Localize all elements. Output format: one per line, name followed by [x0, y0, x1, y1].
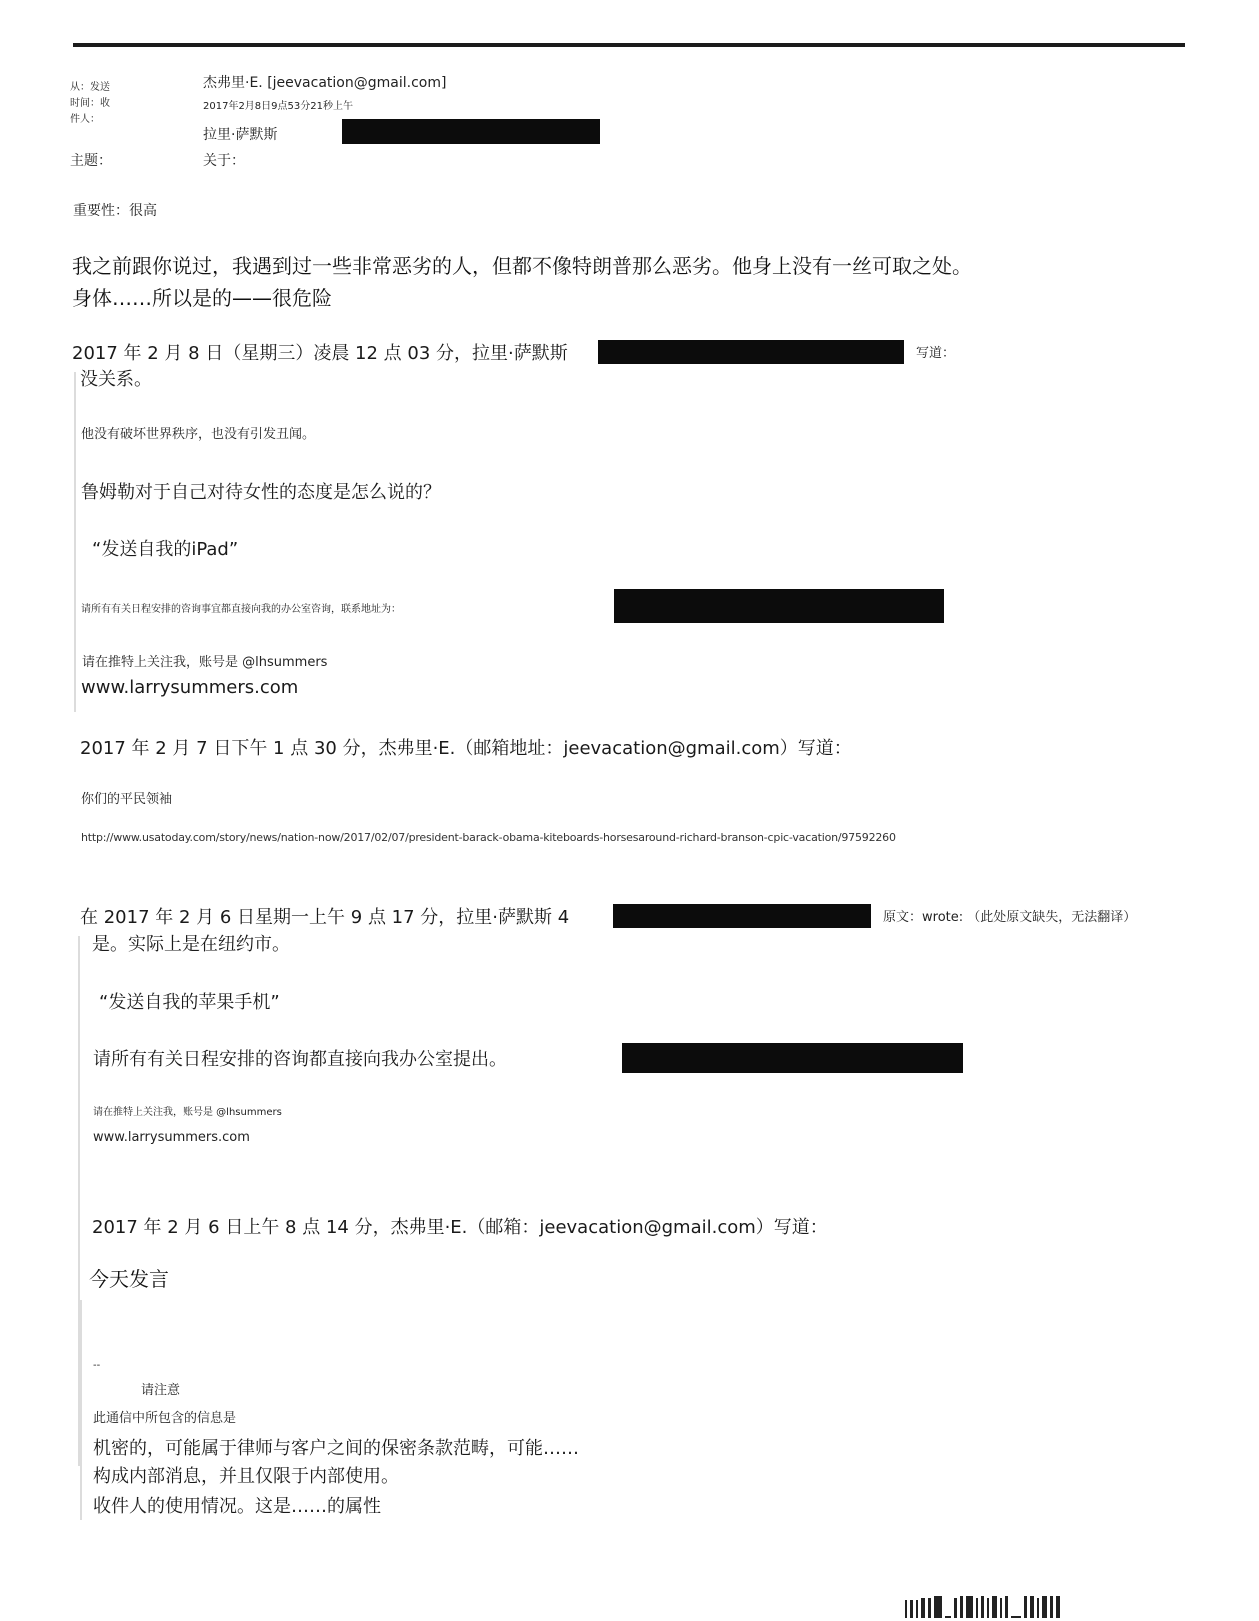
from-value: 杰弗里·E. [jeevacation@gmail.com]: [203, 75, 447, 91]
reply-1-line-2: 他没有破坏世界秩序，也没有引发丑闻。: [81, 427, 316, 442]
reply-3-wrote: 原文：wrote: （此处原文缺失，无法翻译）: [883, 910, 1137, 925]
reply-3-intro: 在 2017 年 2 月 6 日星期一上午 9 点 17 分，拉里·萨默斯 4: [80, 907, 570, 928]
redaction-bar: [598, 340, 904, 364]
reply-2-line-1: 你们的平民领袖: [81, 792, 173, 807]
notice-line-5: 收件人的使用情况。这是……的属性: [93, 1496, 381, 1517]
reply-1-wrote: 写道：: [916, 346, 956, 361]
subject-value: 关于：: [203, 153, 245, 169]
to-label: 件人：: [70, 114, 100, 125]
body-line-1: 我之前跟你说过，我遇到过一些非常恶劣的人，但都不像特朗普那么恶劣。他身上没有一丝可取之处。: [72, 254, 972, 278]
reply-3-line-5: www.larrysummers.com: [93, 1130, 250, 1145]
reply-1-line-1: 没关系。: [80, 369, 152, 390]
reply-3-line-4: 请在推特上关注我，账号是 @lhsummers: [93, 1107, 282, 1118]
reply-3-line-2: “发送自我的苹果手机”: [99, 992, 280, 1013]
notice-line-4: 构成内部消息，并且仅限于内部使用。: [93, 1466, 399, 1487]
reply-3-line-3: 请所有有关日程安排的咨询都直接向我办公室提出。: [93, 1049, 507, 1070]
reply-4-intro: 2017 年 2 月 6 日上午 8 点 14 分，杰弗里·E.（邮箱：jeevacation@gmail.com）写道：: [92, 1217, 828, 1238]
importance-label: 重要性：很高: [73, 203, 157, 219]
redaction-bar: [614, 589, 944, 623]
from-label: 从：发送: [70, 82, 110, 93]
body-line-2: 身体……所以是的——很危险: [72, 286, 332, 310]
subject-label: 主题：: [70, 153, 112, 169]
redaction-bar: [613, 904, 871, 928]
time-label: 时间：收: [70, 98, 110, 109]
to-value: 拉里·萨默斯: [203, 127, 278, 143]
sent-value: 2017年2月8日9点53分21秒上午: [203, 101, 353, 112]
barcode-mark: [905, 1594, 1060, 1618]
redaction-bar: [342, 119, 600, 144]
reply-1-line-6: 请在推特上关注我，账号是 @lhsummers: [82, 655, 328, 670]
reply-1-line-4: “发送自我的iPad”: [92, 539, 239, 560]
reply-1-intro: 2017 年 2 月 8 日（星期三）凌晨 12 点 03 分，拉里·萨默斯: [72, 343, 568, 364]
reply-1-line-3: 鲁姆勒对于自己对待女性的态度是怎么说的？: [81, 482, 441, 503]
reply-1-line-7: www.larrysummers.com: [81, 677, 299, 698]
reply-2-url[interactable]: http://www.usatoday.com/story/news/nation-now/2017/02/07/president-barack-obama-kiteboards-horsesaround-richard-branson-cpic-vacation/97592260: [81, 831, 896, 844]
reply-1-line-5: 请所有有关日程安排的咨询事宜都直接向我的办公室咨询，联系地址为：: [81, 604, 401, 615]
reply-2-intro: 2017 年 2 月 7 日下午 1 点 30 分，杰弗里·E.（邮箱地址：jeevacation@gmail.com）写道：: [80, 738, 852, 759]
quote-bar: [74, 372, 76, 712]
notice-line-3: 机密的，可能属于律师与客户之间的保密条款范畴，可能……: [93, 1438, 579, 1459]
reply-4-line-1: 今天发言: [89, 1267, 169, 1291]
top-rule: [73, 43, 1185, 47]
signature-dash: --: [93, 1360, 101, 1371]
notice-line-2: 此通信中所包含的信息是: [93, 1411, 237, 1426]
reply-3-line-1: 是。实际上是在纽约市。: [92, 934, 290, 955]
notice-line-1: 请注意: [141, 1383, 181, 1398]
quote-bar: [80, 1300, 82, 1520]
redaction-bar: [622, 1043, 963, 1073]
